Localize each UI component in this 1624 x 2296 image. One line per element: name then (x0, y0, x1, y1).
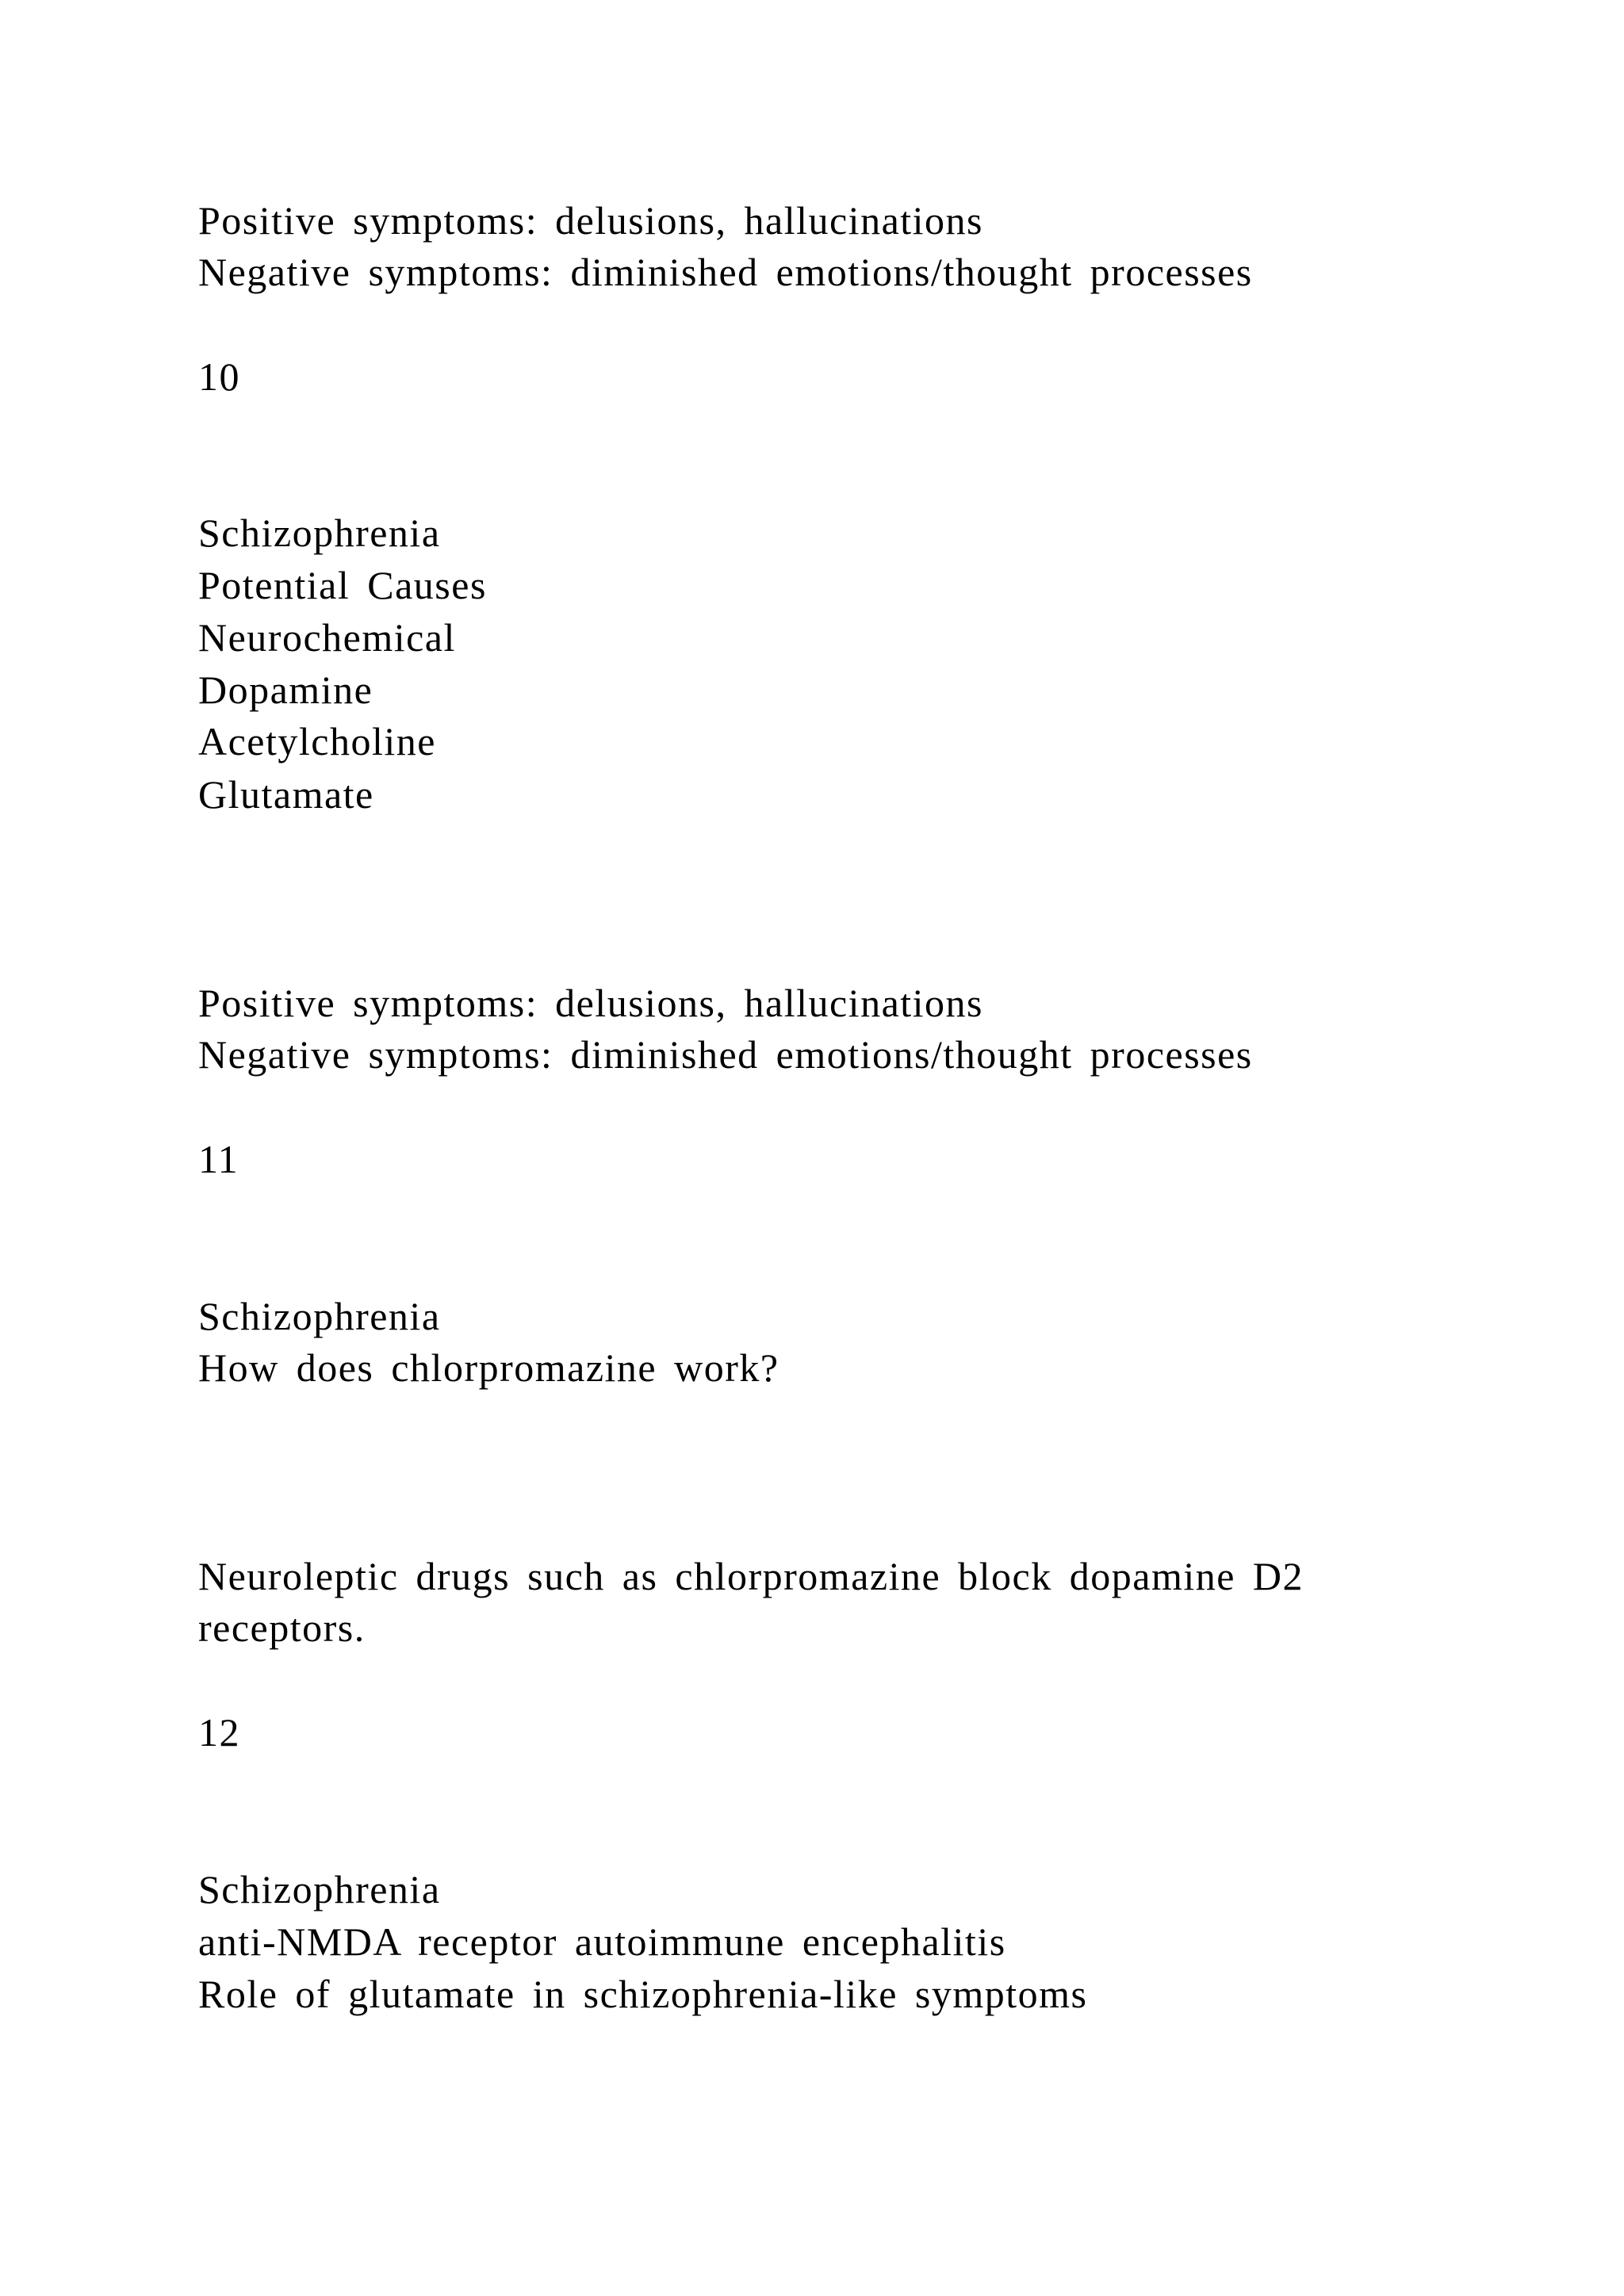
list-item: Dopamine (198, 668, 373, 712)
list-item: Neurochemical (198, 615, 456, 660)
section-title: Schizophrenia (198, 1294, 441, 1338)
positive-symptoms-line: Positive symptoms: delusions, hallucinations (198, 981, 983, 1025)
slide-number: 10 (198, 354, 240, 399)
section-title: Schizophrenia (198, 511, 441, 555)
list-item: Potential Causes (198, 563, 487, 607)
list-item: Role of glutamate in schizophrenia-like symptoms (198, 1972, 1088, 2016)
section-title: Schizophrenia (198, 1867, 441, 1911)
slide-number: 12 (198, 1710, 240, 1755)
question-line: How does chlorpromazine work? (198, 1345, 779, 1390)
negative-symptoms-line: Negative symptoms: diminished emotions/thought processes (198, 1032, 1253, 1077)
positive-symptoms-line: Positive symptoms: delusions, hallucinations (198, 198, 983, 243)
list-item: Glutamate (198, 772, 374, 817)
negative-symptoms-line: Negative symptoms: diminished emotions/thought processes (198, 250, 1253, 294)
slide-number: 11 (198, 1137, 239, 1181)
list-item: Acetylcholine (198, 719, 436, 763)
body-text-line: Neuroleptic drugs such as chlorpromazine block dopamine D2 (198, 1554, 1304, 1598)
list-item: anti-NMDA receptor autoimmune encephalitis (198, 1919, 1006, 1964)
body-text-line: receptors. (198, 1605, 366, 1650)
